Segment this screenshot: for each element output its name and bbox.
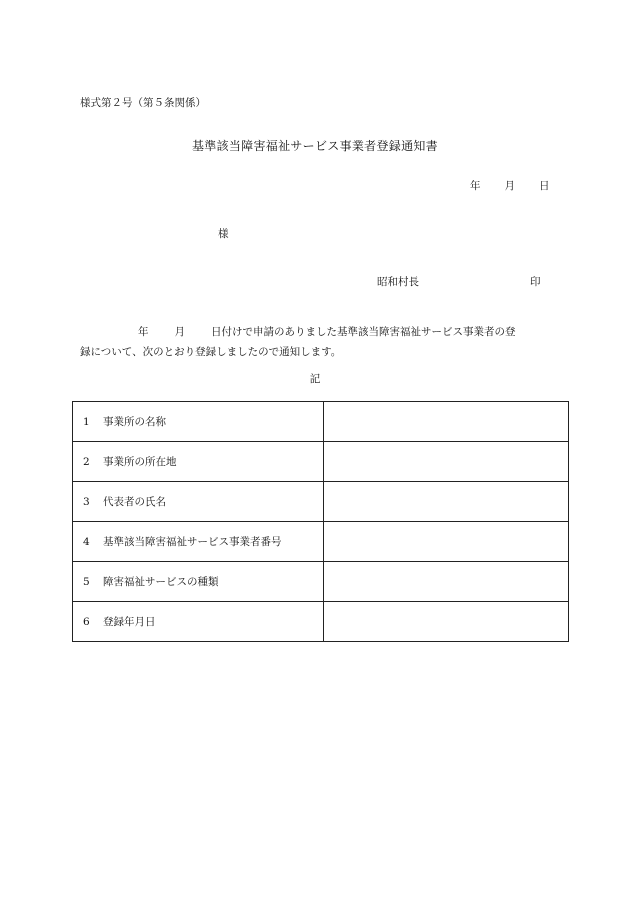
date-day-label: 日: [539, 180, 550, 192]
row-label-cell: [73, 442, 324, 482]
sender-name: 昭和村長: [377, 276, 419, 288]
row-label: 事業所の名称: [103, 416, 166, 428]
registration-table: [72, 401, 569, 642]
row-number: 1: [83, 416, 90, 428]
row-label-cell: [73, 522, 324, 562]
form-number: 様式第２号（第５条関係）: [80, 97, 206, 109]
row-label-cell: [73, 482, 324, 522]
seal-mark: 印: [530, 276, 541, 288]
date-month-label: 月: [504, 180, 515, 192]
notice-body: [80, 322, 556, 362]
body-line2-text: 録について、次のとおり登録しましたので通知します。: [80, 346, 342, 358]
row-value-cell[interactable]: [324, 562, 569, 602]
date-year-label: 年: [470, 180, 481, 192]
table-row: [73, 562, 569, 602]
table-row: [73, 442, 569, 482]
row-number: 2: [83, 456, 90, 468]
table-row: [73, 402, 569, 442]
row-label: 障害福祉サービスの種類: [103, 576, 219, 588]
date-header: [470, 178, 550, 193]
table-row: [73, 482, 569, 522]
row-value-cell[interactable]: [324, 442, 569, 482]
body-month-label: 月: [174, 326, 185, 338]
body-line1-text: 日付けで申請のありました基準該当障害福祉サービス事業者の登: [211, 326, 516, 338]
row-value-cell[interactable]: [324, 602, 569, 642]
row-value-cell[interactable]: [324, 482, 569, 522]
row-label: 代表者の氏名: [103, 496, 166, 508]
recipient-suffix: 様: [218, 228, 229, 240]
row-label: 登録年月日: [103, 616, 156, 628]
row-label-cell: [73, 402, 324, 442]
table-row: [73, 602, 569, 642]
row-label-cell: [73, 562, 324, 602]
document-title: 基準該当障害福祉サービス事業者登録通知書: [191, 139, 438, 153]
row-label-cell: [73, 602, 324, 642]
row-number: 4: [83, 536, 90, 548]
row-number: 3: [83, 496, 90, 508]
row-number: 5: [83, 576, 90, 588]
body-year-label: 年: [138, 326, 149, 338]
row-number: 6: [83, 616, 90, 628]
row-value-cell[interactable]: [324, 402, 569, 442]
table-row: [73, 522, 569, 562]
ki-heading: 記: [309, 373, 321, 385]
row-label: 事業所の所在地: [103, 456, 177, 468]
row-label: 基準該当障害福祉サービス事業者番号: [103, 536, 282, 548]
row-value-cell[interactable]: [324, 522, 569, 562]
